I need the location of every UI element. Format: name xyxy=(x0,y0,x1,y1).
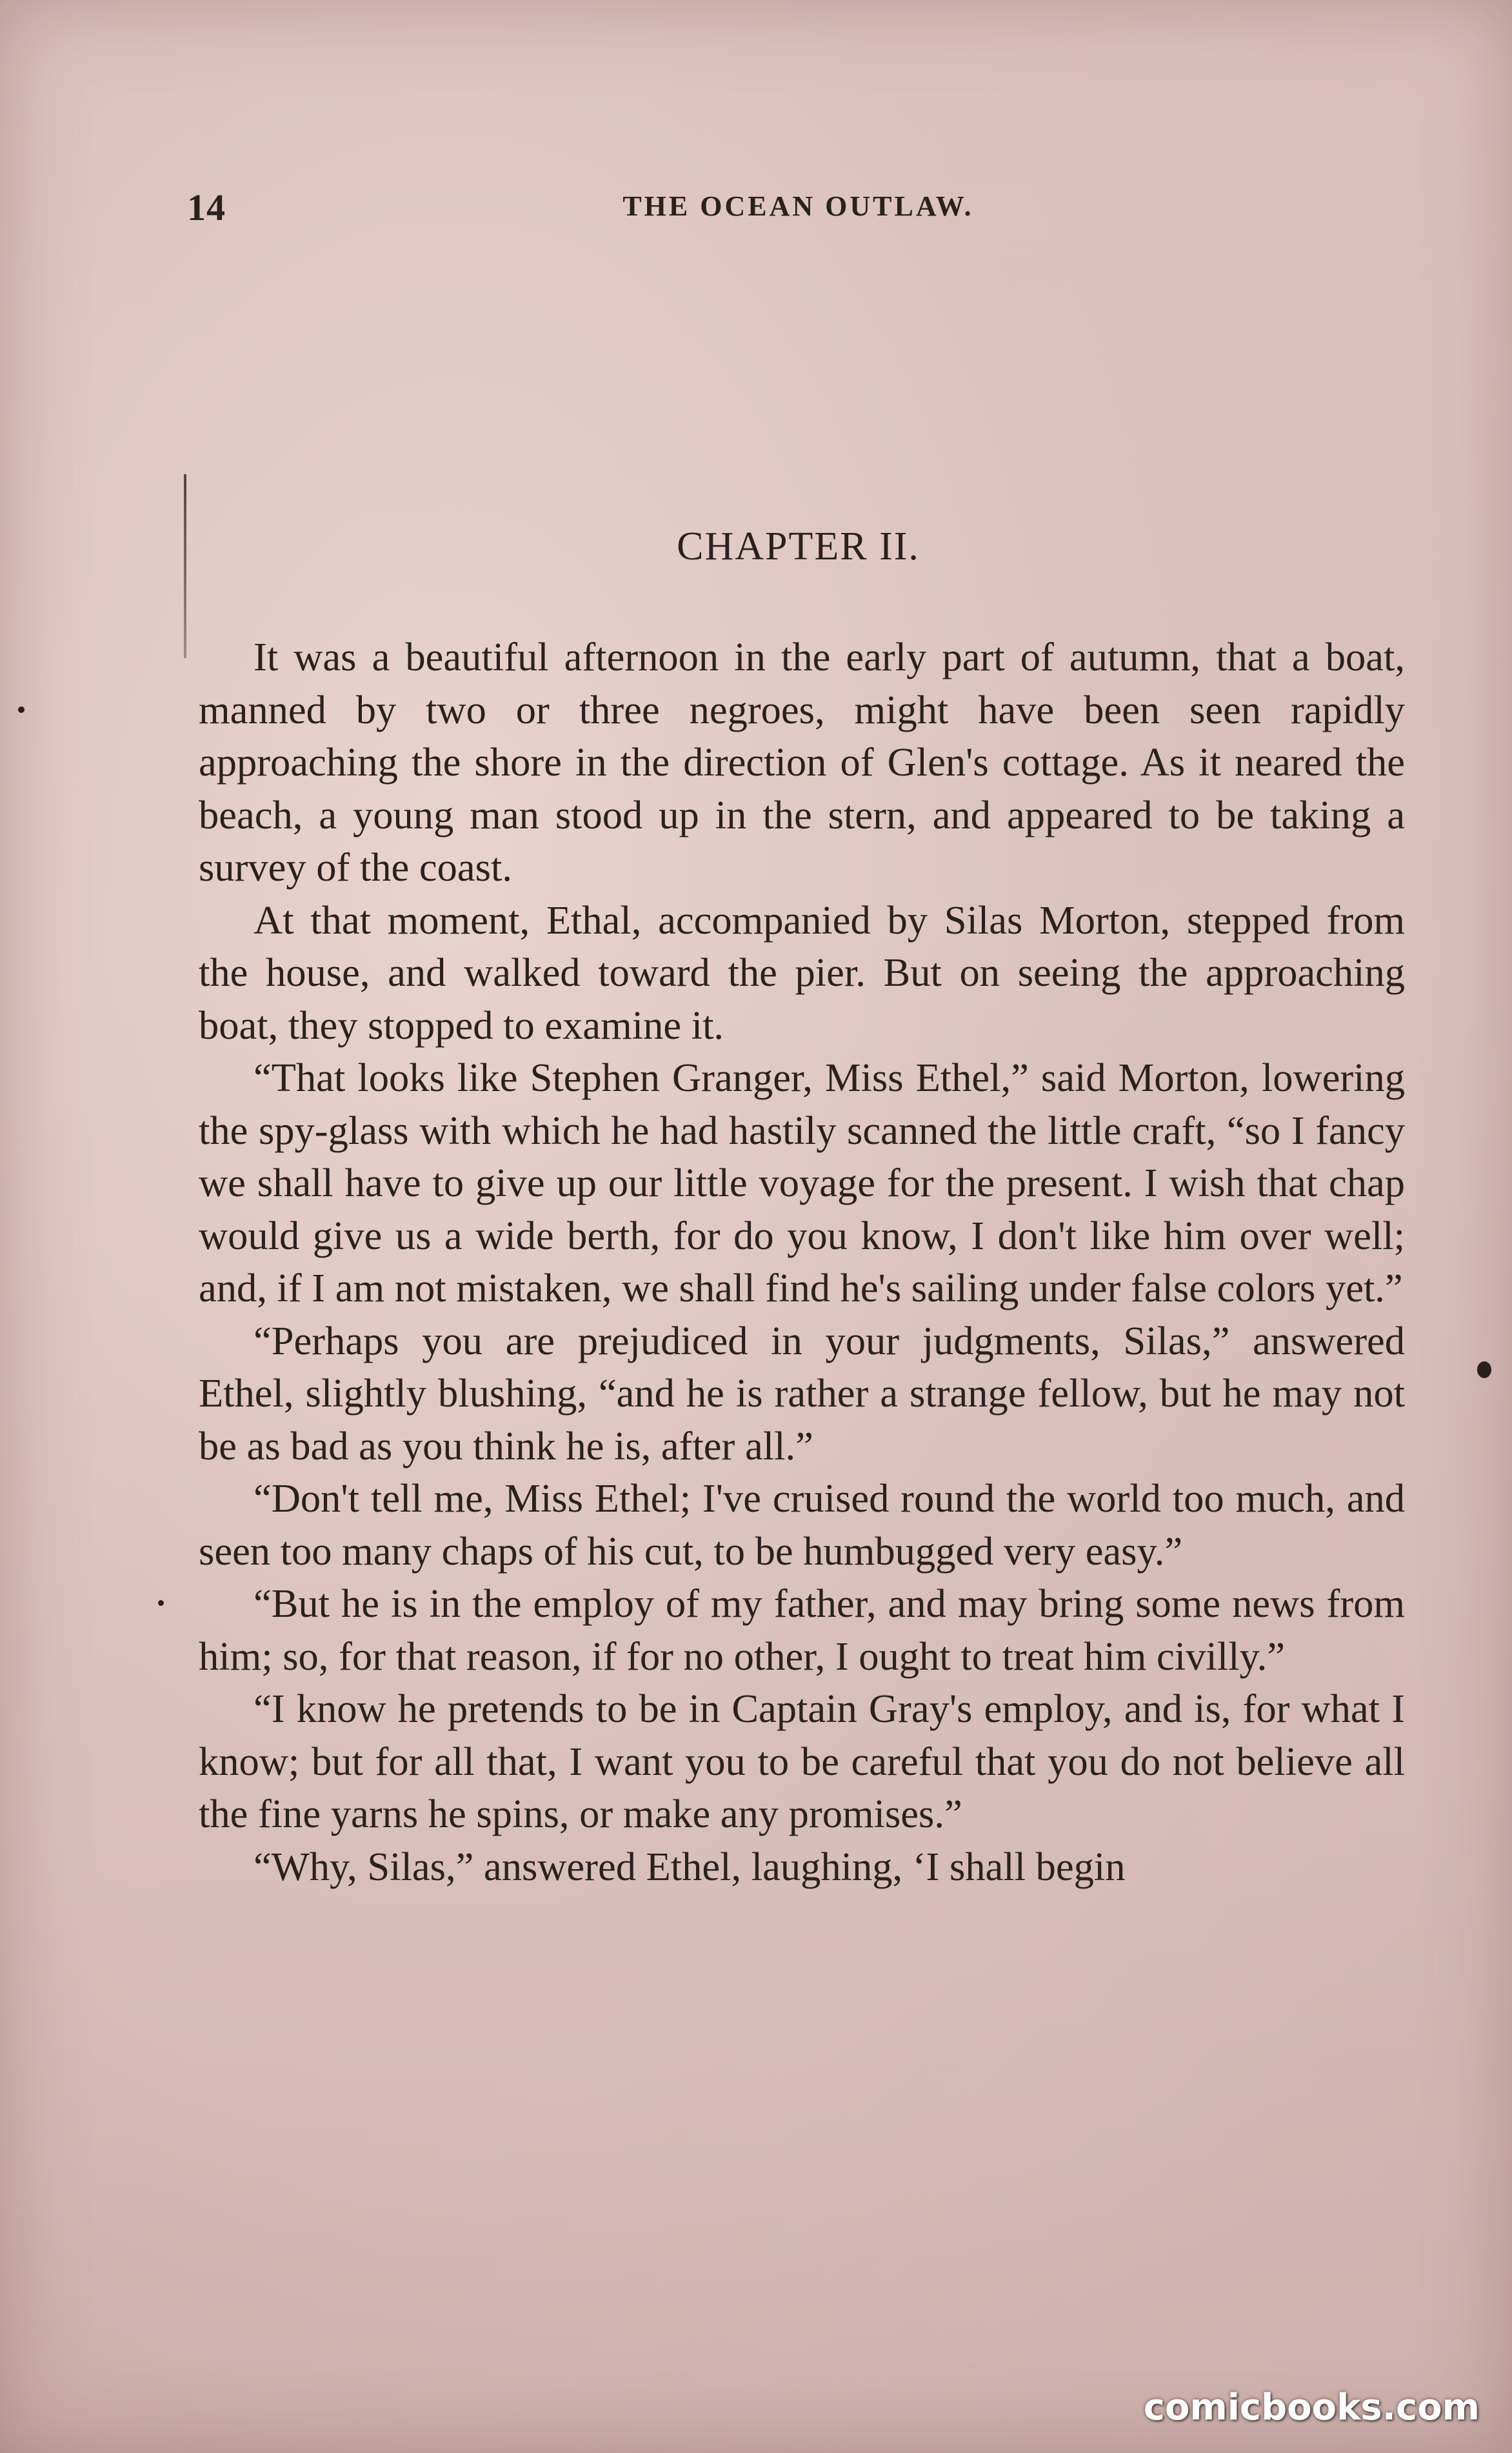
body-text xyxy=(199,631,1405,1893)
chapter-title: CHAPTER II. xyxy=(677,525,920,568)
paragraph-6: “But he is in the employ of my father, and may bring some news from him; so, for that reason, if for no other, I ought to treat him civilly.” xyxy=(199,1581,1405,1679)
watermark: comicbooks.com xyxy=(1143,2387,1480,2428)
paragraph-2: At that moment, Ethal, accompanied by Silas Morton, stepped from the house, and walked toward the pier. But on seeing the approaching boat, they stopped to examine it. xyxy=(199,897,1405,1048)
paragraph-5: “Don't tell me, Miss Ethel; I've cruised round the world too much, and seen too many chaps of his cut, to be humbugged very easy.” xyxy=(199,1476,1405,1574)
page-number: 14 xyxy=(187,186,226,228)
running-head: THE OCEAN OUTLAW. xyxy=(622,190,974,222)
paragraph-3: “That looks like Stephen Granger, Miss Ethel,” said Morton, lowering the spy-glass with which he had hastily scanned the little craft, “so I fancy we shall have to give up our little voyage for the present. I wish that chap would give us a wide berth, for do you know, I don't like him over well; and, if I am not mistaken, we shall find he's sailing under false colors yet.” xyxy=(199,1055,1405,1310)
ink-speck xyxy=(18,706,25,713)
ink-speck xyxy=(1477,1361,1491,1378)
paragraph-8: “Why, Silas,” answered Ethel, laughing, ‘I shall begin xyxy=(254,1843,1126,1889)
paragraph-7: “I know he pretends to be in Captain Gray's employ, and is, for what I know; but for all that, I want you to be careful that you do not believe all the fine yarns he spins, or make any promises.” xyxy=(199,1686,1405,1836)
page-header xyxy=(187,186,1409,231)
margin-pencil-mark xyxy=(184,474,186,658)
paragraph-4: “Perhaps you are prejudiced in your judgments, Silas,” answered Ethel, slightly blushing, “and he is rather a strange fellow, but he may not be as bad as you think he is, after all.” xyxy=(199,1317,1405,1468)
ink-speck xyxy=(158,1600,164,1606)
paragraph-1: It was a beautiful afternoon in the early part of autumn, that a boat, manned by two or three negroes, might have been seen rapidly approaching the shore in the direction of Glen's cottage. As it neared the beach, a young man stood up in the stern, and appeared to be taking a survey of the coast. xyxy=(199,634,1405,890)
